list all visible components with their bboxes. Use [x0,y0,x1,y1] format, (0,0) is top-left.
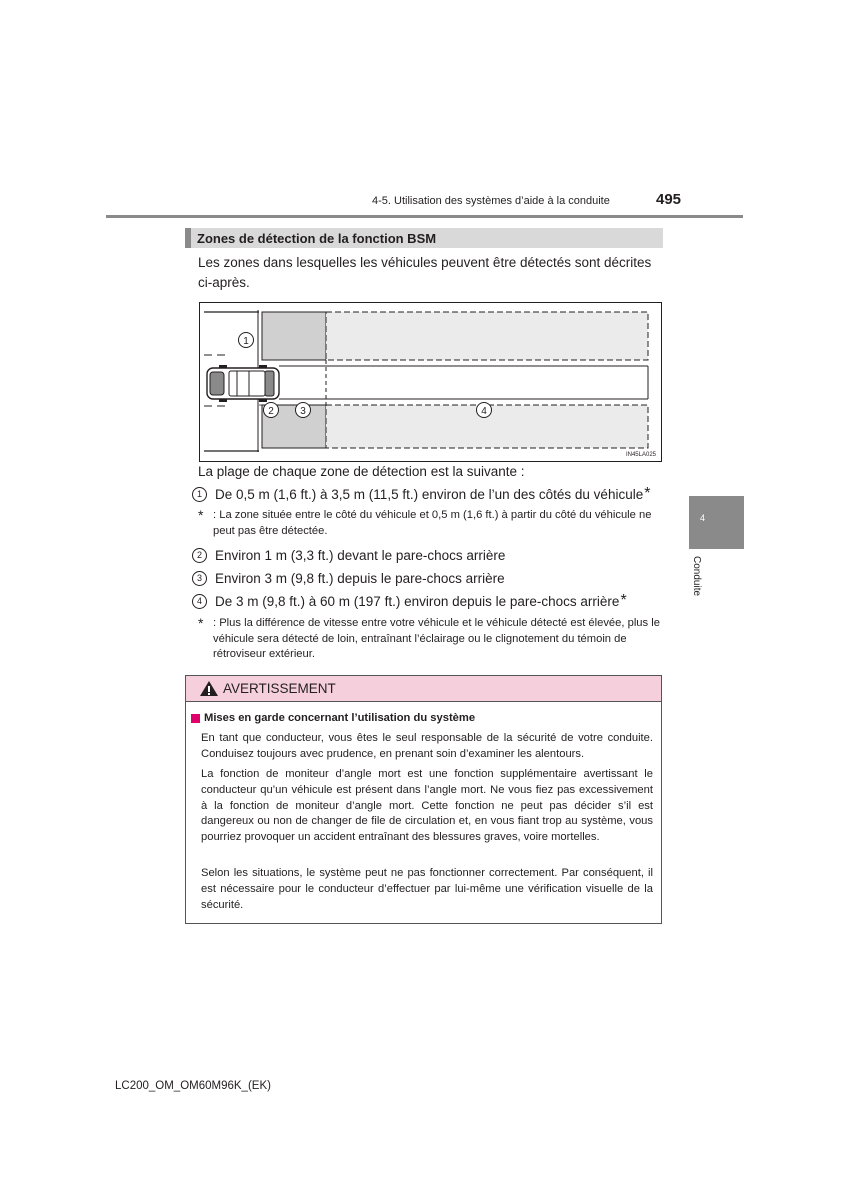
footnote: * : La zone située entre le côté du véhicule et 0,5 m (1,6 ft.) à partir du côté du véhicule ne peut pas être détectée. [198,507,652,537]
zone-4-upper-area [326,312,648,360]
warning-title: AVERTISSEMENT [223,681,336,696]
warning-paragraph: Selon les situations, le système peut ne pas fonctionner correctement. Par conséquent, il est nécessaire pour le conducteur d’effectuer par lui-même une vérification visuelle de la sécurité. [201,867,653,911]
zone-1-area [262,312,326,360]
warning-paragraph: En tant que conducteur, vous êtes le seul responsable de la sécurité de votre conduite. Conduisez toujours avec prudence, en prenant soin d’examiner les alentours. [201,732,653,760]
warning-triangle-icon [199,680,219,697]
page-number: 495 [656,191,682,208]
chapter-number: 4 [700,513,706,523]
item-text: Environ 3 m (9,8 ft.) depuis le pare-chocs arrière [215,570,505,586]
item-number: 1 [192,487,207,502]
item-number: 3 [192,571,207,586]
square-bullet-icon [191,714,200,723]
svg-text:4: 4 [481,406,487,417]
footnote-star: * [620,592,627,609]
callout-4 [477,403,492,418]
warning-paragraph: La fonction de moniteur d’angle mort est une fonction supplémentaire avertissant le conducteur qu’un véhicule est présent dans l’angle mort. Ne vous fiez pas excessivement à la fonction de moniteur d’angle mort. Cette fonction ne peut pas décider s’il est dangereux ou non de changer de file de circulation et, en vous fiant trop au système, vous pourriez provoquer un accident entraînant des blessures graves, voire mortelles. [201,768,653,844]
list-item [192,591,627,611]
footnote-star: * [644,485,651,502]
range-intro: La plage de chaque zone de détection est la suivante : [198,464,525,479]
detection-zone-diagram [199,302,662,462]
section-heading-bar [185,228,663,248]
header-rule [106,215,743,218]
section-title: Zones de détection de la fonction BSM [197,231,437,246]
item-text: De 0,5 m (1,6 ft.) à 3,5 m (11,5 ft.) environ de l’un des côtés du véhicule [215,486,644,502]
svg-text:2: 2 [268,406,274,417]
car-icon [207,365,279,402]
callout-1 [239,333,254,348]
svg-text:1: 1 [243,336,249,347]
svg-text:3: 3 [300,406,306,417]
list-item [192,545,505,565]
chapter-tab [689,496,744,549]
figure-code: IN45LA025 [625,452,656,458]
list-item [192,484,650,504]
item-text: Environ 1 m (3,3 ft.) devant le pare-chocs arrière [215,547,506,563]
chapter-label: Conduite [691,556,702,597]
warning-header [186,676,661,702]
intro-paragraph: Les zones dans lesquelles les véhicules peuvent être détectés sont décrites ci-après. [198,255,652,290]
footer-code: LC200_OM_OM60M96K_(EK) [115,1080,271,1092]
warning-box [185,675,662,924]
list-item [192,568,505,588]
item-text: De 3 m (9,8 ft.) à 60 m (197 ft.) environ depuis le pare-chocs arrière [215,593,620,609]
item-number: 2 [192,548,207,563]
callout-3 [296,403,311,418]
warning-subheading: Mises en garde concernant l’utilisation du système [191,712,475,724]
footnote: * : Plus la différence de vitesse entre votre véhicule et le véhicule détecté est élevée, plus le véhicule sera détecté de loin, entraînant l’éclairage ou le clignotement du témoin de rétroviseur extérieur. [198,615,660,660]
running-header: 4-5. Utilisation des systèmes d’aide à la conduite [372,195,610,207]
callout-2 [264,403,279,418]
item-number: 4 [192,594,207,609]
